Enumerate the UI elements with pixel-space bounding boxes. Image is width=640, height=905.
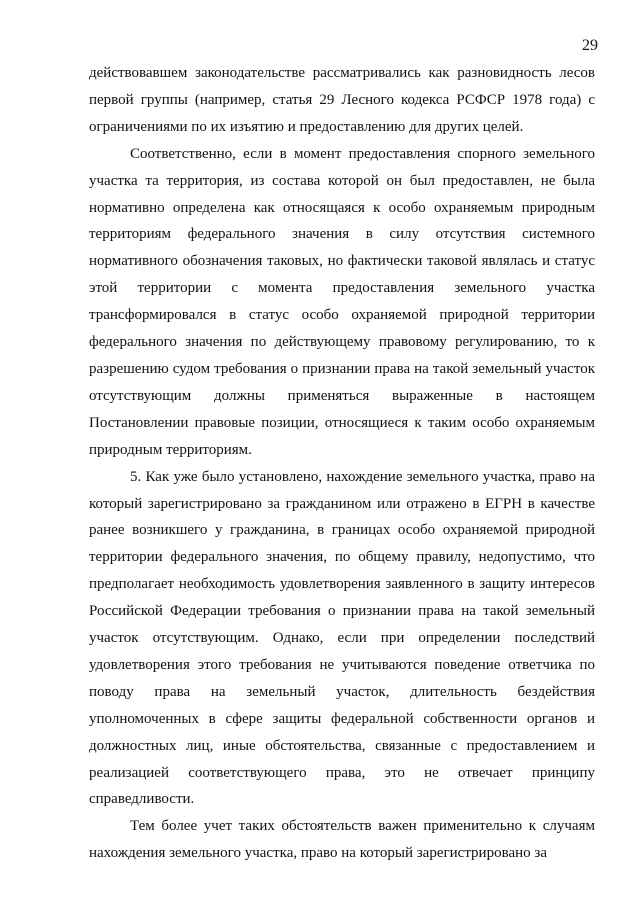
paragraph: Тем более учет таких обстоятельств важен применительно к случаям нахождения земельного участка, право на который зарегистрировано за: [89, 818, 595, 862]
paragraph: Соответственно, если в момент предоставления спорного земельного участка та территория, из состава которой он был предоставлен, не была нормативно определена как относящаяся к особо охраняемым природным территориям федерального значения в силу отсутствия системного нормативного обозначения таковых, но фактически таковой являлась и статус этой территории с момента предоставления земельного участка трансформировался в статус особо охраняемой природной территории федерального значения по действующему правовому регулированию, то к разрешению судом требования о признании права на такой земельный участок отсутствующим должны применяться выраженные в настоящем Постановлении правовые позиции, относящиеся к таким особо охраняемым природным территориям.: [89, 145, 595, 458]
page-number: 29: [582, 37, 598, 54]
document-body: [89, 60, 595, 867]
paragraph: 5. Как уже было установлено, нахождение земельного участка, право на который зарегистрировано за гражданином или отражено в ЕГРН в качестве ранее возникшего у гражданина, в границах особо охраняемой природной территории федерального значения, по общему правилу, недопустимо, что предполагает необходимость удовлетворения заявленного в защиту интересов Российской Федерации требования о признании права на такой земельный участок отсутствующим. Однако, если при определении последствий удовлетворения этого требования не учитываются поведение ответчика по поводу права на земельный участок, длительность бездействия уполномоченных в сфере защиты федеральной собственности органов и должностных лиц, иные обстоятельства, связанные с предоставлением и реализацией соответствующего права, это не отвечает принципу справедливости.: [89, 468, 595, 808]
paragraph-continuation: действовавшем законодательстве рассматривались как разновидность лесов первой группы (например, статья 29 Лесного кодекса РСФСР 1978 года) с ограничениями по их изъятию и предоставлению для других целей.: [89, 65, 595, 135]
